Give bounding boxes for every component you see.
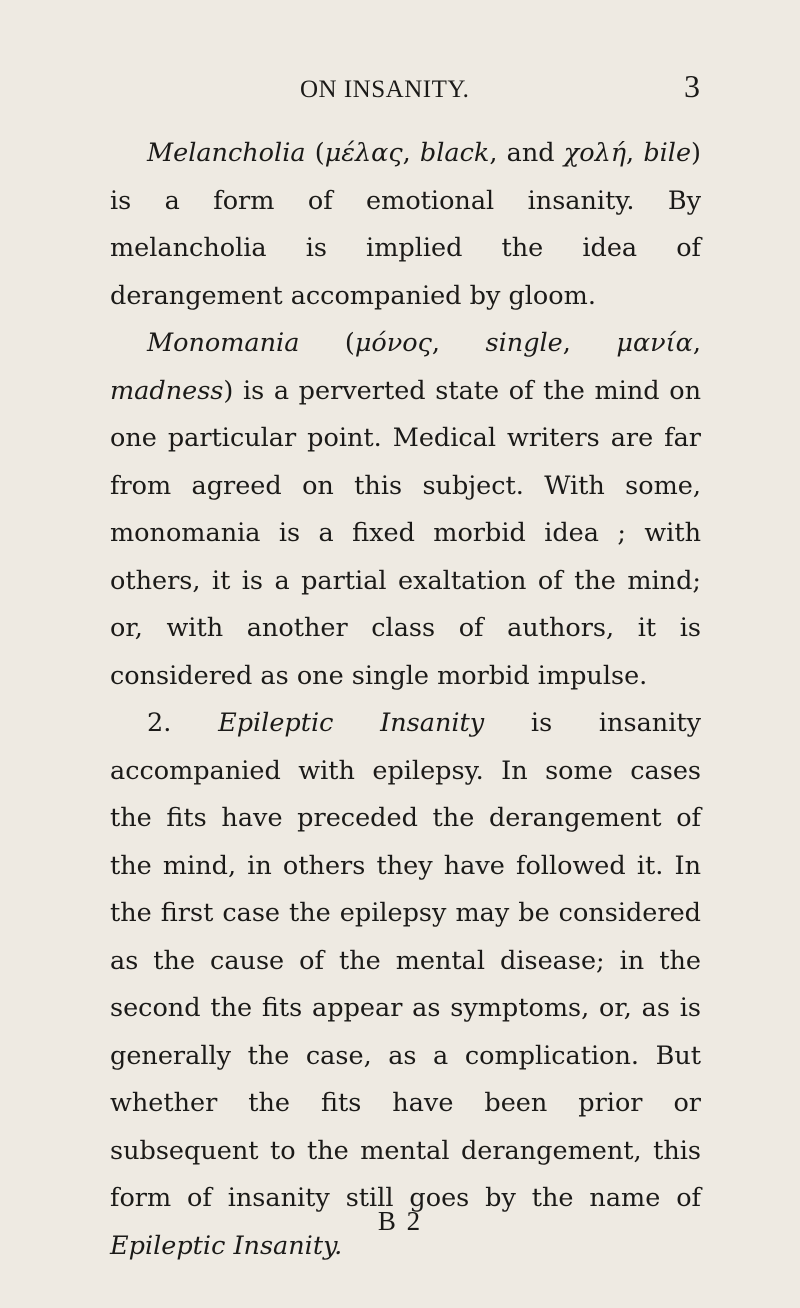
paragraph-body: is a form of emotional insanity. By melancholia is implied the idea of derangement accompanied by gloom. — [110, 185, 701, 311]
etymology-open: ( — [305, 138, 325, 168]
term-monomania: Monomania — [147, 328, 300, 358]
gloss: bile — [643, 138, 692, 168]
paragraph-monomania — [110, 320, 701, 700]
conjunction: , and — [489, 138, 564, 168]
paragraph-melancholia — [110, 130, 701, 320]
paragraph-body: is a perverted state of the mind on one particular point. Medical writers are far from agreed on this subject. With some, monomania is a fixed morbid idea ; with others, it is a partial exaltation of the mind; or, with another class of authors, it is considered as one single morbid impulse. — [110, 375, 701, 691]
running-title: ON INSANITY. — [300, 76, 470, 103]
page-number: 3 — [684, 68, 700, 104]
term-melancholia: Melancholia — [147, 138, 306, 168]
separator: , — [402, 138, 420, 168]
conjunction: , — [562, 328, 617, 358]
etymology-close: ) — [691, 138, 701, 168]
running-head — [0, 62, 800, 102]
greek-word: μέλας — [324, 138, 403, 168]
closing-term: Epileptic Insanity. — [110, 1230, 343, 1261]
separator: , — [626, 138, 644, 168]
section-number: 2. — [147, 708, 219, 738]
greek-word: μανία — [616, 328, 693, 358]
separator: , — [692, 328, 702, 358]
etymology-close: ) — [223, 375, 234, 406]
paragraph-epileptic-insanity — [110, 700, 701, 1270]
term-epileptic-insanity: Epileptic Insanity — [218, 708, 485, 738]
body-text — [110, 130, 701, 1270]
separator: , — [431, 328, 486, 358]
etymology-open: ( — [299, 328, 355, 358]
gloss: black — [419, 138, 490, 168]
greek-word: μόνος — [354, 328, 432, 358]
gloss: madness — [110, 375, 224, 406]
paragraph-body: is insanity accompanied with epilepsy. In some cases the fits have preceded the derangement of the mind, in others they have followed it. In the first case the epilepsy may be considered as the cause of the mental disease; in the second the fits appear as symptoms, or, as is generally the case, as a complication. But whether the fits have been prior or subsequent to the mental derangement, this form of insanity still goes by the name of — [110, 708, 701, 1213]
signature-mark: B 2 — [377, 1206, 423, 1236]
greek-word: χολή — [563, 138, 627, 168]
gloss: single — [485, 328, 563, 358]
